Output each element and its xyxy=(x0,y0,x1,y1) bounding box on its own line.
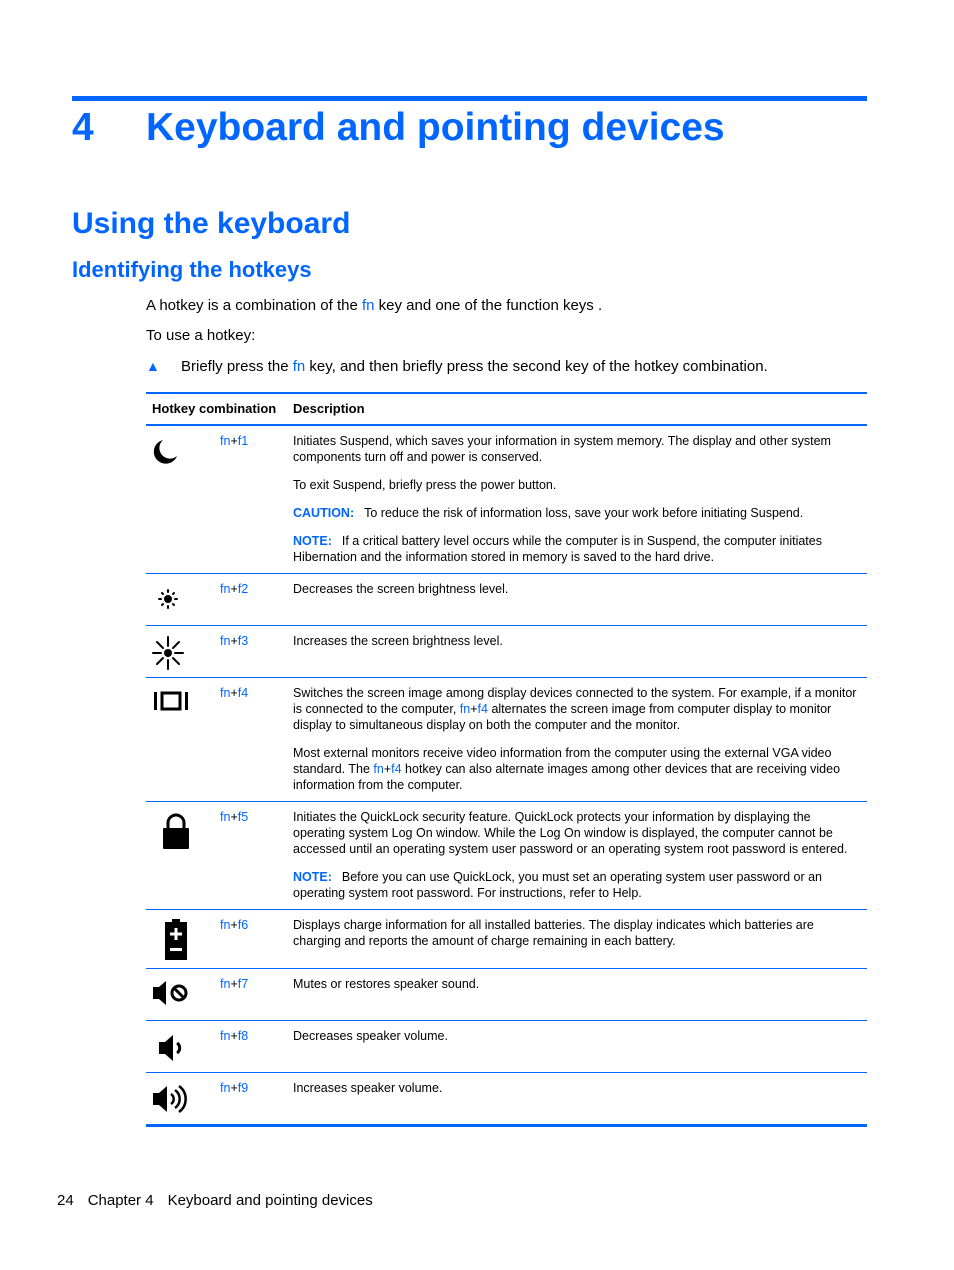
text-segment: hotkey can also alternate images among other devices that are receiving video information from the computer. xyxy=(293,762,841,792)
description-text: Increases the screen brightness level. xyxy=(293,634,503,648)
hotkey-description xyxy=(293,574,859,605)
brightness-up-icon xyxy=(150,634,194,674)
fn-key-link[interactable]: fn xyxy=(220,634,231,648)
plus-sign: + xyxy=(230,810,238,824)
table-row xyxy=(146,678,867,802)
table-row xyxy=(146,1073,867,1127)
f1-key-link[interactable]: f1 xyxy=(237,434,249,448)
description-text: Initiates Suspend, which saves your information in system memory. The display and other system components turn off and power is conserved. xyxy=(293,434,831,464)
footer-title: Keyboard and pointing devices xyxy=(167,1192,373,1209)
hotkey-label xyxy=(220,433,248,449)
battery-icon xyxy=(150,916,194,960)
hotkey-label xyxy=(220,976,248,992)
caution-note xyxy=(293,505,859,521)
hotkey-label xyxy=(220,1028,248,1044)
hotkey-label xyxy=(220,685,248,701)
bullet-step xyxy=(181,358,768,375)
section-title: Using the keyboard xyxy=(72,207,351,240)
description-text: Decreases speaker volume. xyxy=(293,1029,448,1043)
note-text: If a critical battery level occurs while the computer is in Suspend, the computer initiates Hibernation and the information stored in memory is saved to the hard drive. xyxy=(293,534,822,564)
fn-key-link[interactable]: fn xyxy=(220,977,231,991)
plus-sign: + xyxy=(230,582,238,596)
f4-key-link[interactable]: f4 xyxy=(477,702,488,716)
hotkey-description xyxy=(293,626,859,657)
table-row xyxy=(146,910,867,969)
plus-sign: + xyxy=(230,634,238,648)
note xyxy=(293,869,859,901)
plus-sign: + xyxy=(230,1029,238,1043)
moon-icon xyxy=(150,434,194,474)
f4-key-link[interactable]: f4 xyxy=(237,686,249,700)
bullet-text: Briefly press the xyxy=(181,358,293,375)
bullet-text-end: key, and then briefly press the second key of the hotkey combination. xyxy=(305,358,768,375)
table-row xyxy=(146,626,867,678)
table-header xyxy=(146,392,867,426)
speaker-mute-icon xyxy=(150,977,194,1017)
caution-label: CAUTION: xyxy=(293,506,355,520)
fn-key-link[interactable]: fn xyxy=(292,358,306,375)
f6-key-link[interactable]: f6 xyxy=(237,918,249,932)
hotkey-description xyxy=(293,426,859,573)
triangle-bullet-icon: ▲ xyxy=(146,358,160,374)
f3-key-link[interactable]: f3 xyxy=(237,634,249,648)
fn-key-link[interactable]: fn xyxy=(220,1081,231,1095)
instruction-paragraph: To use a hotkey: xyxy=(146,327,256,344)
description-text xyxy=(293,745,859,793)
description-text xyxy=(293,685,859,733)
page-footer xyxy=(57,1192,387,1209)
fn-key-link[interactable]: fn xyxy=(220,918,231,932)
hotkey-description xyxy=(293,969,859,1000)
table-row xyxy=(146,426,867,574)
volume-up-icon xyxy=(150,1081,194,1121)
fn-key-link[interactable]: fn xyxy=(220,1029,231,1043)
chapter-title xyxy=(72,106,725,150)
brightness-down-icon xyxy=(150,582,194,622)
description-text: To exit Suspend, briefly press the power button. xyxy=(293,478,557,492)
text-segment: Switches the screen image among display devices connected to the system. For example, if a monitor is connected to the computer, xyxy=(293,686,857,716)
f8-key-link[interactable]: f8 xyxy=(237,1029,249,1043)
chapter-number: 4 xyxy=(72,106,94,149)
hotkey-description xyxy=(293,678,859,801)
fn-key-link[interactable]: fn xyxy=(220,582,231,596)
plus-sign: + xyxy=(230,977,238,991)
intro-paragraph xyxy=(146,297,602,314)
header-description: Description xyxy=(293,401,365,416)
intro-text-end: key and one of the function keys . xyxy=(374,297,603,314)
fn-key-link[interactable]: fn xyxy=(220,810,231,824)
hotkey-table xyxy=(146,392,867,1127)
display-switch-icon xyxy=(150,686,194,726)
hotkey-label xyxy=(220,581,248,597)
fn-key-link[interactable]: fn xyxy=(220,434,231,448)
hotkey-description xyxy=(293,1021,859,1052)
footer-chapter: Chapter 4 xyxy=(87,1192,154,1209)
plus-sign: + xyxy=(230,1081,238,1095)
hotkey-description xyxy=(293,1073,859,1104)
hotkey-label xyxy=(220,633,248,649)
hotkey-label xyxy=(220,917,248,933)
chapter-title-text: Keyboard and pointing devices xyxy=(146,106,725,149)
text-segment: alternates the screen image from computer display to monitor display to simultaneous display on both the computer and the monitor. xyxy=(293,702,832,732)
intro-text: A hotkey is a combination of the xyxy=(146,297,362,314)
table-row xyxy=(146,1021,867,1073)
hotkey-description xyxy=(293,910,859,957)
f4-key-link[interactable]: f4 xyxy=(391,762,402,776)
volume-down-icon xyxy=(150,1029,194,1069)
caution-text: To reduce the risk of information loss, save your work before initiating Suspend. xyxy=(364,506,804,520)
description-text: Displays charge information for all installed batteries. The display indicates which batteries are charging and reports the amount of charge remaining in each battery. xyxy=(293,918,814,948)
note-text: Before you can use QuickLock, you must set an operating system user password or an operating system root password. For instructions, refer to Help. xyxy=(293,870,822,900)
table-row xyxy=(146,969,867,1021)
note xyxy=(293,533,859,565)
description-text: Increases speaker volume. xyxy=(293,1081,443,1095)
page-number: 24 xyxy=(57,1192,74,1209)
f5-key-link[interactable]: f5 xyxy=(237,810,249,824)
hotkey-description xyxy=(293,802,859,909)
f2-key-link[interactable]: f2 xyxy=(237,582,249,596)
note-label: NOTE: xyxy=(293,534,332,548)
subsection-title: Identifying the hotkeys xyxy=(72,257,312,282)
lock-icon xyxy=(150,810,194,850)
fn-key-link[interactable]: fn xyxy=(361,297,375,314)
chapter-top-rule xyxy=(72,96,867,101)
plus-sign: + xyxy=(470,702,478,716)
table-row xyxy=(146,802,867,910)
note-label: NOTE: xyxy=(293,870,332,884)
f7-key-link[interactable]: f7 xyxy=(237,977,249,991)
hotkey-label xyxy=(220,809,248,825)
fn-key-link[interactable]: fn xyxy=(459,702,471,716)
plus-sign: + xyxy=(230,434,238,448)
description-text: Initiates the QuickLock security feature. QuickLock protects your information by displaying the operating system Log On window. While the Log On window is displayed, the computer cannot be accessed until an operating system user password or an operating system root password is entered. xyxy=(293,810,848,856)
table-row xyxy=(146,574,867,626)
plus-sign: + xyxy=(383,762,392,776)
description-text: Mutes or restores speaker sound. xyxy=(293,977,480,991)
description-text: Decreases the screen brightness level. xyxy=(293,582,509,596)
text-segment: Most external monitors receive video information from the computer using the external VGA video standard. The xyxy=(293,746,832,776)
fn-key-link[interactable]: fn xyxy=(220,686,231,700)
plus-sign: + xyxy=(230,686,238,700)
fn-key-link[interactable]: fn xyxy=(373,762,384,776)
hotkey-label xyxy=(220,1080,248,1096)
f9-key-link[interactable]: f9 xyxy=(237,1081,249,1095)
plus-sign: + xyxy=(230,918,238,932)
header-hotkey: Hotkey combination xyxy=(152,401,277,416)
